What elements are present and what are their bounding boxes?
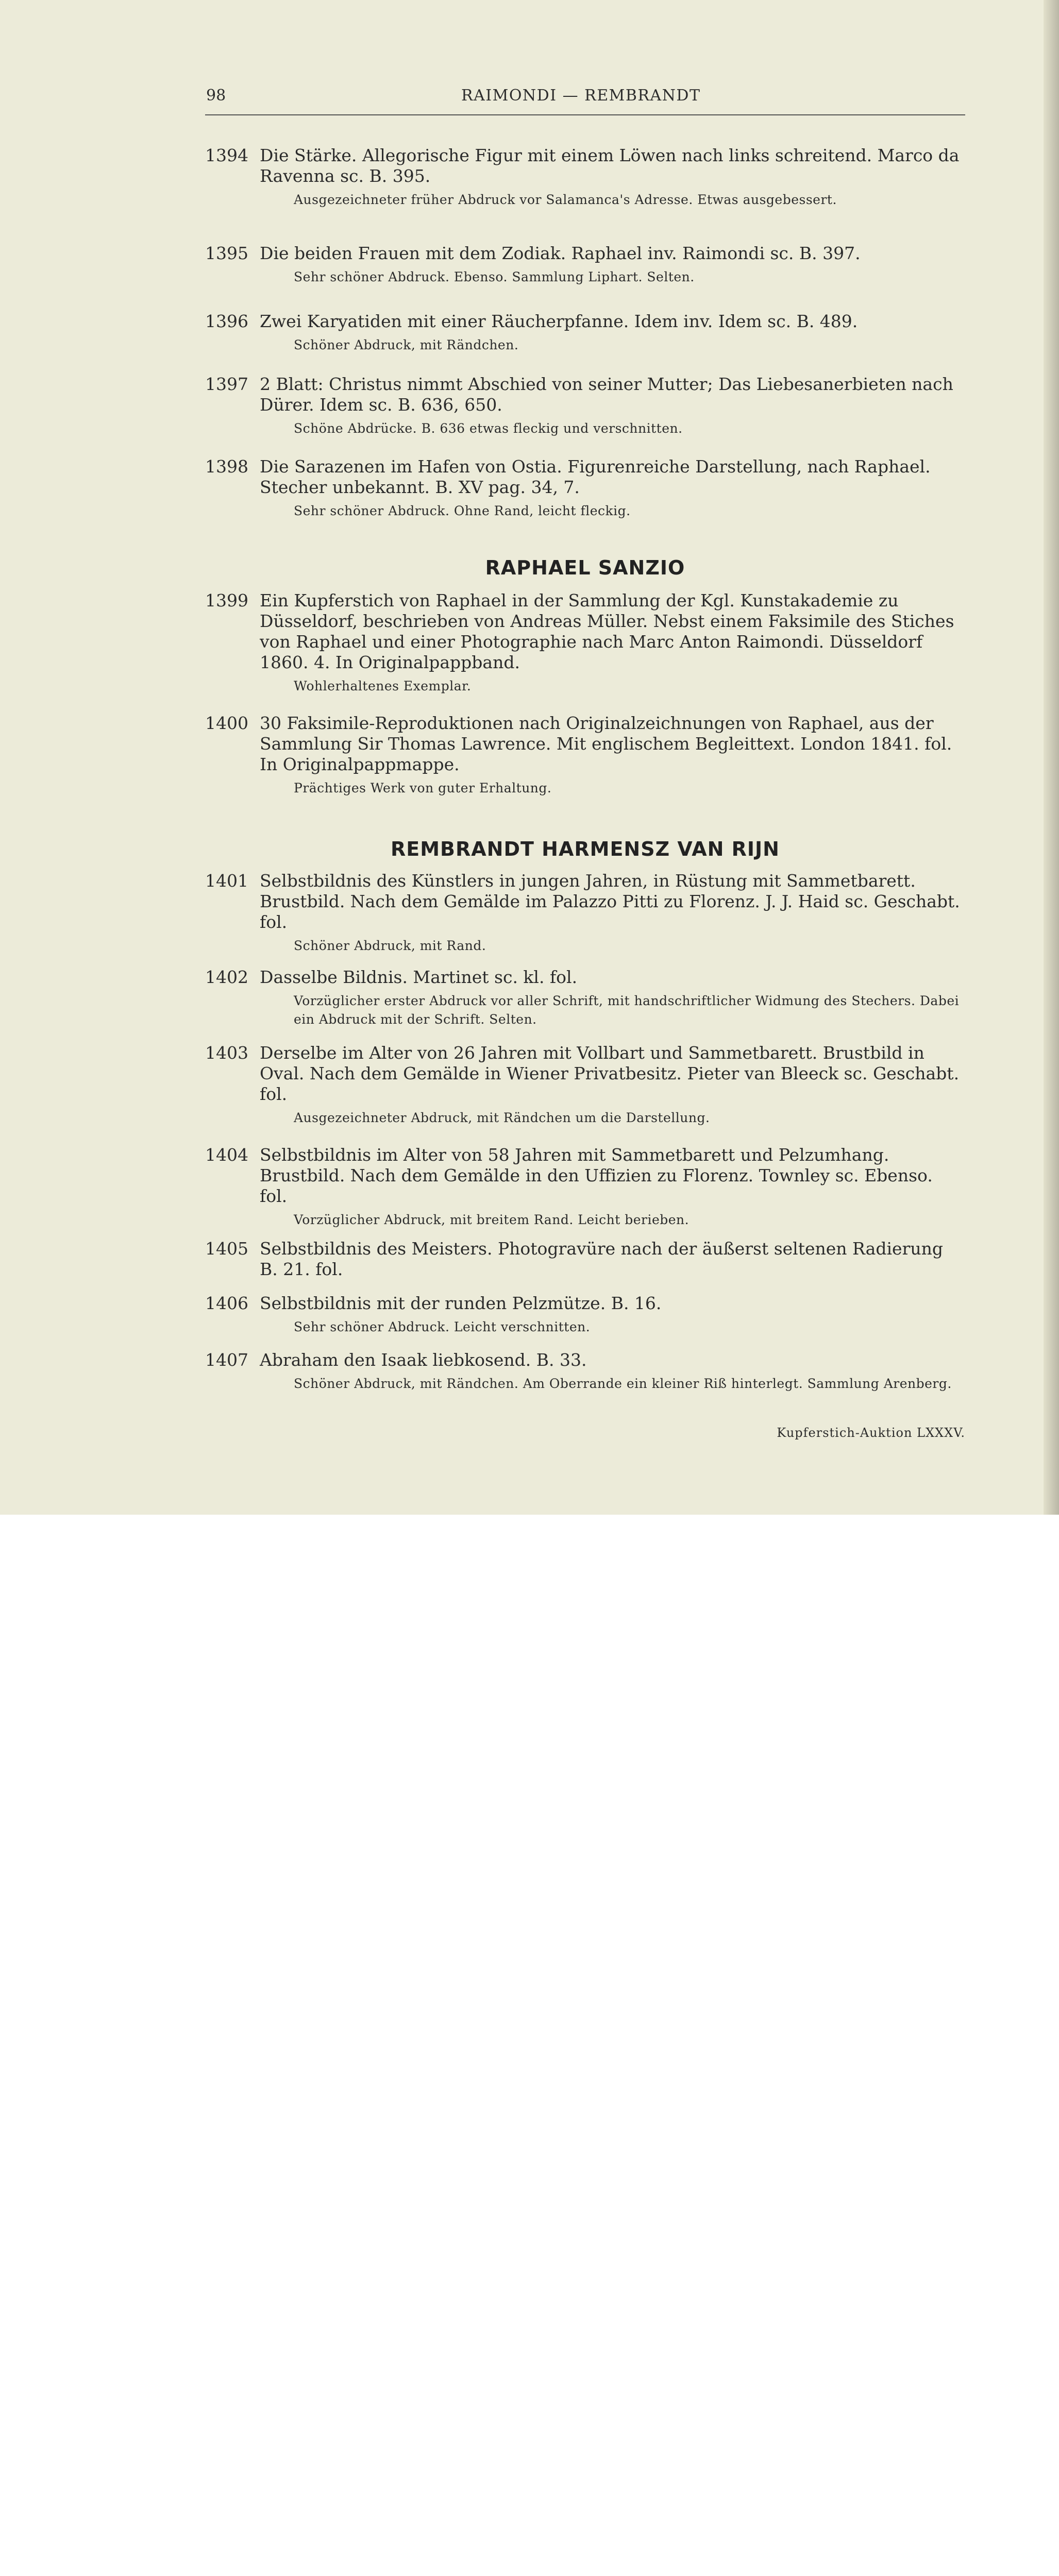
entry-text: Die beiden Frauen mit dem Zodiak. Raphael inv. Raimondi sc. B. 397. — [260, 243, 861, 263]
auction-signature: Kupferstich-Auktion LXXXV. — [777, 1426, 965, 1440]
entry-note: Wohlerhaltenes Exemplar. — [294, 679, 472, 693]
entry-number: 1402 — [205, 967, 248, 987]
entry-number: 1394 — [205, 145, 248, 165]
entry-number: 1404 — [205, 1145, 248, 1165]
catalog-entry — [205, 1350, 965, 1393]
section-heading-rembrandt: REMBRANDT HARMENSZ VAN RIJN — [391, 838, 780, 860]
page-number: 98 — [206, 87, 226, 105]
running-title: RAIMONDI — REMBRANDT — [461, 87, 701, 105]
entry-note: Prächtiges Werk von guter Erhaltung. — [294, 781, 552, 795]
entry-text: Derselbe im Alter von 26 Jahren mit Vollbart und Sammetbarett. Brustbild in Oval. Nach dem Gemälde in Wiener Privatbesitz. Pieter van Bleeck sc. Geschabt. fol. — [260, 1043, 960, 1104]
entry-number: 1398 — [205, 456, 248, 477]
catalog-entry — [205, 456, 965, 520]
entry-text: Abraham den Isaak liebkosend. B. 33. — [260, 1350, 587, 1370]
entry-text: 30 Faksimile-Reproduktionen nach Originalzeichnungen von Raphael, aus der Sammlung Sir Thomas Lawrence. Mit englischem Begleittext. London 1841. fol. In Originalpappmappe. — [260, 713, 952, 774]
entry-text: Selbstbildnis mit der runden Pelzmütze. B. 16. — [260, 1293, 662, 1313]
entry-note: Ausgezeichneter Abdruck, mit Rändchen um die Darstellung. — [294, 1110, 710, 1125]
entry-text: Die Sarazenen im Hafen von Ostia. Figurenreiche Darstellung, nach Raphael. Stecher unbekannt. B. XV pag. 34, 7. — [260, 456, 931, 497]
catalog-entry — [205, 243, 965, 286]
entry-text: Dasselbe Bildnis. Martinet sc. kl. fol. — [260, 967, 578, 987]
entry-number: 1405 — [205, 1239, 248, 1259]
entry-note: Sehr schöner Abdruck. Ohne Rand, leicht fleckig. — [294, 503, 631, 518]
entry-note: Schöne Abdrücke. B. 636 etwas fleckig und verschnitten. — [294, 421, 683, 436]
entry-text: Selbstbildnis des Künstlers in jungen Jahren, in Rüstung mit Sammetbarett. Brustbild. Nach dem Gemälde im Palazzo Pitti zu Florenz. J. J. Haid sc. Geschabt. fol. — [260, 871, 960, 932]
entry-text: Die Stärke. Allegorische Figur mit einem Löwen nach links schreitend. Marco da Ravenna sc. B. 395. — [260, 145, 960, 186]
entry-text: Zwei Karyatiden mit einer Räucherpfanne. Idem inv. Idem sc. B. 489. — [260, 311, 858, 331]
entry-text: Selbstbildnis des Meisters. Photogravüre nach der äußerst seltenen Radierung B. 21. fol. — [260, 1239, 943, 1279]
entry-number: 1406 — [205, 1293, 248, 1313]
entry-number: 1396 — [205, 311, 248, 331]
catalog-entry — [205, 1239, 965, 1280]
catalog-entry — [205, 871, 965, 955]
entry-number: 1395 — [205, 243, 248, 263]
entry-text: Selbstbildnis im Alter von 58 Jahren mit Sammetbarett und Pelzumhang. Brustbild. Nach dem Gemälde in den Uffizien zu Florenz. Townley sc. Ebenso. fol. — [260, 1145, 933, 1206]
entry-note: Vorzüglicher Abdruck, mit breitem Rand. Leicht berieben. — [294, 1212, 690, 1227]
entry-number: 1403 — [205, 1043, 248, 1063]
entry-note: Sehr schöner Abdruck. Ebenso. Sammlung Liphart. Selten. — [294, 269, 695, 284]
catalog-entry — [205, 1293, 965, 1336]
entry-note: Ausgezeichneter früher Abdruck vor Salamanca's Adresse. Etwas ausgebessert. — [294, 192, 837, 207]
catalog-entry — [205, 967, 965, 1029]
entry-note: Sehr schöner Abdruck. Leicht verschnitten. — [294, 1319, 591, 1334]
header-rule — [205, 114, 965, 115]
catalog-entry — [205, 311, 965, 354]
entry-number: 1400 — [205, 713, 248, 733]
entry-note: Schöner Abdruck, mit Rand. — [294, 938, 486, 953]
catalog-entry — [205, 145, 965, 209]
catalog-entry — [205, 590, 965, 696]
entry-number: 1401 — [205, 871, 248, 891]
catalog-entry — [205, 374, 965, 438]
catalog-entry — [205, 1145, 965, 1229]
catalog-entry — [205, 1043, 965, 1127]
entry-text: 2 Blatt: Christus nimmt Abschied von seiner Mutter; Das Liebesanerbieten nach Dürer. Idem sc. B. 636, 650. — [260, 374, 953, 415]
catalog-entry — [205, 713, 965, 798]
entry-note: Schöner Abdruck, mit Rändchen. — [294, 337, 519, 352]
section-heading-raphael: RAPHAEL SANZIO — [485, 556, 685, 579]
digitization-footer — [0, 1515, 1059, 1601]
entry-note: Schöner Abdruck, mit Rändchen. Am Oberrande ein kleiner Riß hinterlegt. Sammlung Arenberg. — [294, 1376, 952, 1391]
page-edge-shadow — [1044, 0, 1059, 1515]
entry-text: Ein Kupferstich von Raphael in der Sammlung der Kgl. Kunstakademie zu Düsseldorf, beschrieben von Andreas Müller. Nebst einem Faksimile des Stiches von Raphael und einer Photographie nach Marc Anton Raimondi. Düsseldorf 1860. 4. In Originalpappband. — [260, 590, 954, 672]
entry-number: 1397 — [205, 374, 248, 394]
entry-number: 1407 — [205, 1350, 248, 1370]
entry-note: Vorzüglicher erster Abdruck vor aller Schrift, mit handschriftlicher Widmung des Stechers. Dabei ein Abdruck mit der Schrift. Selten. — [294, 993, 960, 1027]
entry-number: 1399 — [205, 590, 248, 611]
